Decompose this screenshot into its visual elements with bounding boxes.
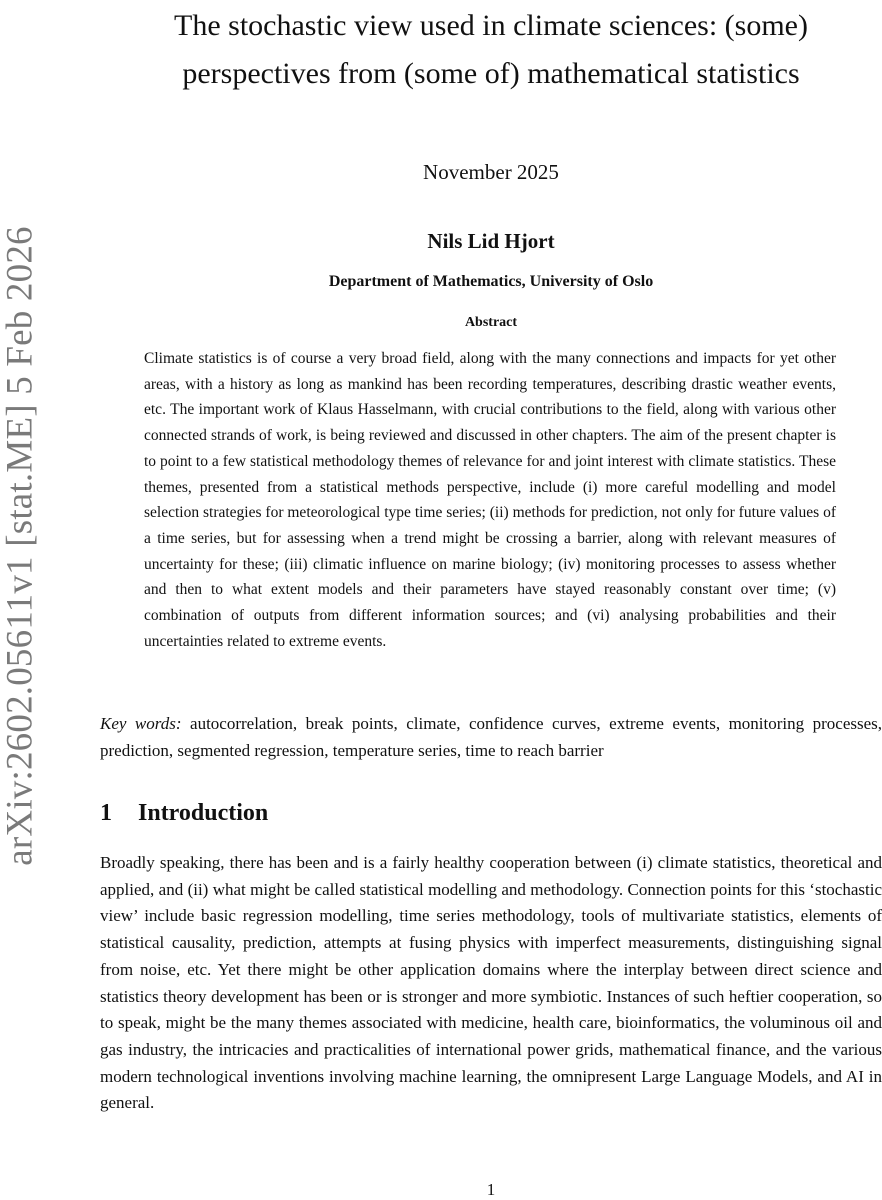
abstract-text: Climate statistics is of course a very broad field, along with the many connections and impacts for yet other areas, with a history as long as mankind has been recording temperatures, describing drastic weather events, etc. The important work of Klaus Hasselmann, with crucial contributions to the field, along with various other connected strands of work, is being reviewed and discussed in other chapters. The aim of the present chapter is to point to a few statistical methodology themes of relevance for and joint interest with climate statistics. These themes, presented from a statistical methods perspective, include (i) more careful modelling and model selection strategies for meteorological type time series; (ii) methods for prediction, not only for future values of a time series, but for assessing when a trend might be crossing a barrier, along with relevant measures of uncertainty for these; (iii) climatic influence on marine biology; (iv) monitoring processes to assess whether and then to what extent models and their parameters have stayed reasonably constant over time; (v) combination of outputs from different information sources; and (vi) analysing probabilities and their uncertainties related to extreme events. [144, 350, 836, 650]
section-number: 1 [100, 800, 112, 826]
paper-page [100, 0, 882, 1199]
author-affiliation: Department of Mathematics, University of Oslo [328, 273, 654, 290]
paper-title-line-1: The stochastic view used in climate sciences: (some) [174, 9, 808, 42]
paper-title-line-2: perspectives from (some of) mathematical statistics [182, 57, 800, 90]
arxiv-identifier-text: arXiv:2602.05611v1 [stat.ME] 5 Feb 2026 [0, 226, 41, 866]
keywords-text: autocorrelation, break points, climate, confidence curves, extreme events, monitoring processes, prediction, segmented regression, temperature series, time to reach barrier [100, 714, 882, 760]
section-title: Introduction [138, 800, 269, 826]
paper-title [100, 0, 882, 98]
keywords-paragraph [100, 710, 882, 764]
page-number: 1 [486, 1180, 496, 1199]
arxiv-identifier-stamp [0, 0, 40, 1200]
abstract-heading: Abstract [464, 315, 518, 330]
paper-author: Nils Lid Hjort [427, 229, 555, 253]
keywords-label: Key words: [100, 714, 182, 733]
paper-date: November 2025 [423, 160, 559, 184]
introduction-text: Broadly speaking, there has been and is a fairly healthy cooperation between (i) climate statistics, theoretical and applied, and (ii) what might be called statistical modelling and methodology. Connection points for this ‘stochastic view’ include basic regression modelling, time series methodology, tools of multivariate statistics, elements of statistical causality, prediction, attempts at fusing physics with imperfect measurements, distinguishing signal from noise, etc. Yet there might be other application domains where the interplay between direct science and statistics theory development has been or is stronger and more symbiotic. Instances of such heftier cooperation, so to speak, might be the many themes associated with medicine, health care, bioinformatics, the voluminous oil and gas industry, the intricacies and practicalities of international power grids, mathematical finance, and the various modern technological inventions involving machine learning, the omnipresent Large Language Models, and AI in general. [100, 853, 882, 1113]
section-heading-introduction [100, 800, 882, 827]
